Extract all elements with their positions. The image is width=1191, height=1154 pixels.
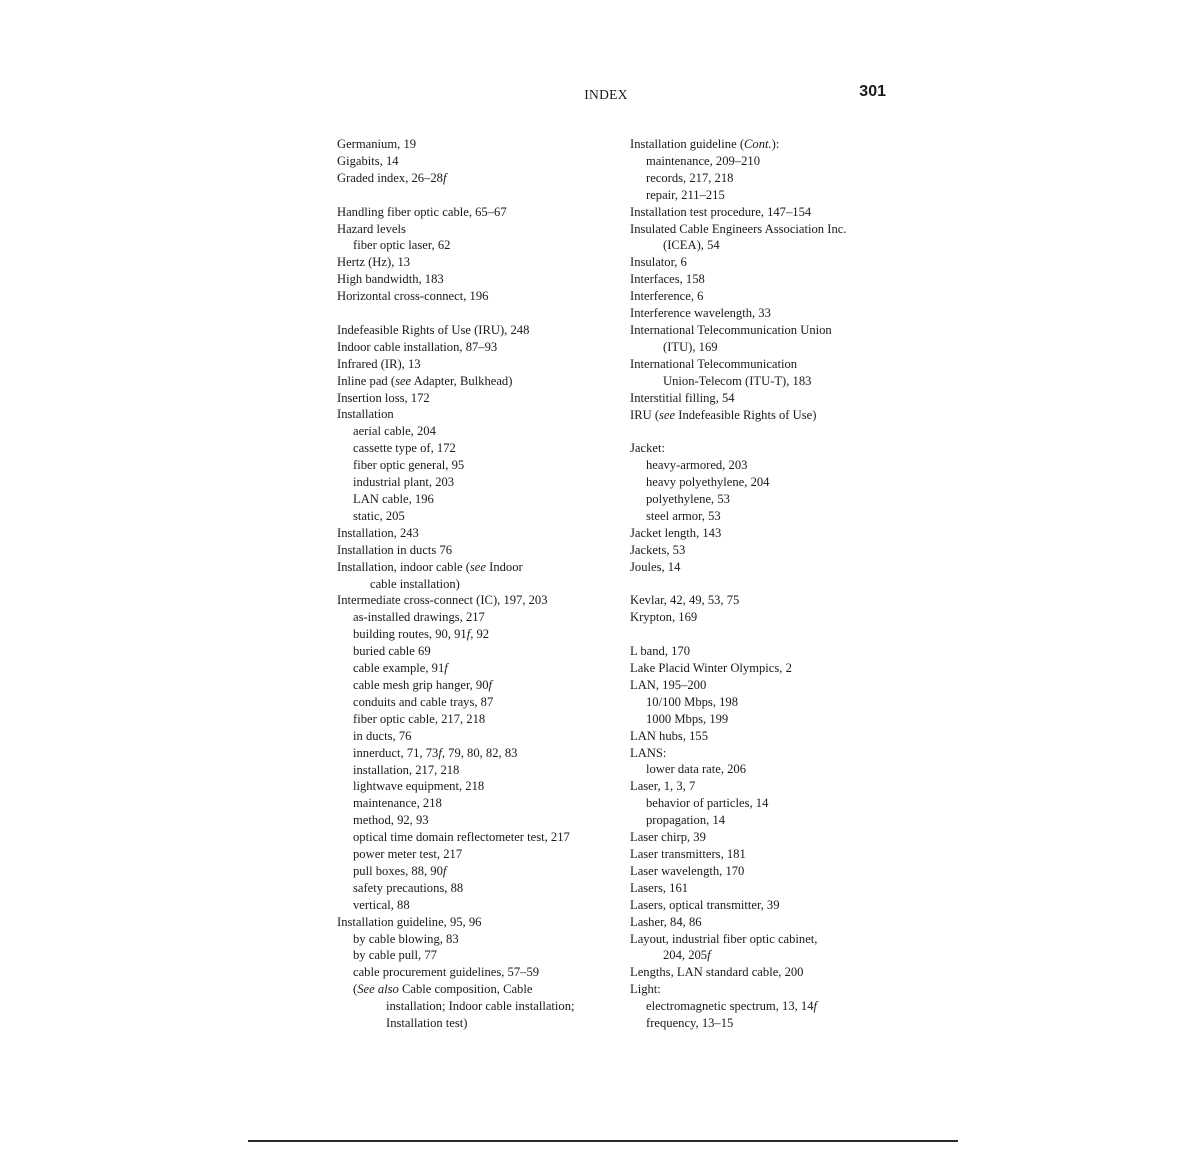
index-entry: Installation test procedure, 147–154 xyxy=(630,204,812,219)
index-subentry: Installation test) xyxy=(386,1016,468,1031)
index-entry: Lasher, 84, 86 xyxy=(630,914,702,929)
index-subentry: heavy polyethylene, 204 xyxy=(646,475,770,490)
index-entry: Germanium, 19 xyxy=(337,137,417,151)
index-entry: Installation guideline, 95, 96 xyxy=(337,914,482,929)
index-entry: Inline pad (see Adapter, Bulkhead) xyxy=(337,373,513,388)
index-subentry: cable mesh grip hanger, 90f xyxy=(353,677,493,692)
index-entry: Jacket: xyxy=(630,441,665,456)
index-entry: Intermediate cross-connect (IC), 197, 203 xyxy=(337,593,548,608)
index-subentry: optical time domain reflectometer test, 217 xyxy=(353,830,570,845)
index-entry: Horizontal cross-connect, 196 xyxy=(337,289,489,304)
page-number: 301 xyxy=(859,83,886,100)
index-entry: Installation in ducts 76 xyxy=(337,542,453,557)
index-subentry: 10/100 Mbps, 198 xyxy=(646,694,739,709)
running-head: INDEX xyxy=(584,87,628,102)
index-subentry: maintenance, 209–210 xyxy=(646,153,761,168)
index-subentry: safety precautions, 88 xyxy=(353,880,464,895)
index-subentry: industrial plant, 203 xyxy=(353,475,455,490)
index-subentry: by cable blowing, 83 xyxy=(353,931,459,946)
index-subentry: Union-Telecom (ITU-T), 183 xyxy=(663,373,812,388)
index-entry: Indoor cable installation, 87–93 xyxy=(337,339,498,354)
index-entry: Light: xyxy=(630,982,661,997)
index-entry: LANS: xyxy=(630,745,667,760)
index-entry: Interstitial filling, 54 xyxy=(630,390,735,405)
index-entry: Insulator, 6 xyxy=(630,255,687,270)
index-entry: Kevlar, 42, 49, 53, 75 xyxy=(630,593,740,608)
index-subentry: static, 205 xyxy=(353,508,405,523)
index-entry: Interference wavelength, 33 xyxy=(630,306,771,321)
index-entry: Lengths, LAN standard cable, 200 xyxy=(630,965,804,980)
index-subentry: behavior of particles, 14 xyxy=(646,796,769,811)
index-spacer xyxy=(630,626,900,643)
index-entry: International Telecommunication xyxy=(630,356,798,371)
index-subentry: heavy-armored, 203 xyxy=(646,458,748,473)
index-subentry: fiber optic cable, 217, 218 xyxy=(353,711,486,726)
index-entry: Hazard levels xyxy=(337,221,406,236)
index-subentry: cassette type of, 172 xyxy=(353,441,456,456)
index-entry: Infrared (IR), 13 xyxy=(337,356,421,371)
index-entry: Lasers, optical transmitter, 39 xyxy=(630,897,780,912)
index-subentry: fiber optic laser, 62 xyxy=(353,238,451,253)
index-subentry: (See also Cable composition, Cable xyxy=(353,982,533,997)
index-entry: L band, 170 xyxy=(630,644,691,659)
index-subentry: (ITU), 169 xyxy=(663,339,718,354)
index-entry: Installation, 243 xyxy=(337,525,419,540)
index-subentry: cable example, 91f xyxy=(353,661,448,676)
index-subentry: power meter test, 217 xyxy=(353,847,463,862)
index-entry: Interference, 6 xyxy=(630,289,704,304)
index-spacer xyxy=(630,576,900,593)
index-column-right xyxy=(630,136,900,1032)
index-subentry: cable installation) xyxy=(370,576,460,591)
index-entry: Graded index, 26–28f xyxy=(337,170,447,185)
index-entry: International Telecommunication Union xyxy=(630,322,832,337)
index-subentry: electromagnetic spectrum, 13, 14f xyxy=(646,999,818,1014)
index-subentry: aerial cable, 204 xyxy=(353,424,436,439)
index-spacer xyxy=(337,305,617,322)
index-entry: IRU (see Indefeasible Rights of Use) xyxy=(630,407,817,422)
index-subentry: lower data rate, 206 xyxy=(646,762,747,777)
footer-rule xyxy=(248,1140,958,1142)
index-entry: LAN hubs, 155 xyxy=(630,728,709,743)
index-subentry: 1000 Mbps, 199 xyxy=(646,711,729,726)
index-subentry: in ducts, 76 xyxy=(353,728,412,743)
index-entry: Jackets, 53 xyxy=(630,542,686,557)
index-subentry: pull boxes, 88, 90f xyxy=(353,863,447,878)
index-entry: Interfaces, 158 xyxy=(630,272,705,287)
index-entry: Handling fiber optic cable, 65–67 xyxy=(337,204,507,219)
index-entry: Joules, 14 xyxy=(630,559,681,574)
index-subentry: (ICEA), 54 xyxy=(663,238,720,253)
index-entry: Hertz (Hz), 13 xyxy=(337,255,411,270)
index-entry: LAN, 195–200 xyxy=(630,677,707,692)
index-entry: Laser wavelength, 170 xyxy=(630,863,745,878)
index-spacer xyxy=(630,423,900,440)
index-entry: High bandwidth, 183 xyxy=(337,272,444,287)
index-subentry: LAN cable, 196 xyxy=(353,492,434,506)
index-entry: Insertion loss, 172 xyxy=(337,390,430,405)
index-entry: Indefeasible Rights of Use (IRU), 248 xyxy=(337,322,530,337)
index-spacer xyxy=(337,187,617,204)
index-subentry: records, 217, 218 xyxy=(646,170,734,185)
index-subentry: method, 92, 93 xyxy=(353,813,429,828)
index-subentry: conduits and cable trays, 87 xyxy=(353,694,494,709)
index-subentry: repair, 211–215 xyxy=(646,187,725,202)
index-entry: Lake Placid Winter Olympics, 2 xyxy=(630,661,792,676)
index-subentry: polyethylene, 53 xyxy=(646,492,730,507)
index-entry: Installation xyxy=(337,407,394,422)
index-subentry: fiber optic general, 95 xyxy=(353,458,465,473)
index-entry: Layout, industrial fiber optic cabinet, xyxy=(630,931,818,946)
index-subentry: 204, 205f xyxy=(663,948,711,963)
index-subentry: lightwave equipment, 218 xyxy=(353,779,485,794)
index-subentry: buried cable 69 xyxy=(353,644,431,659)
index-subentry: as-installed drawings, 217 xyxy=(353,610,485,625)
index-subentry: building routes, 90, 91f, 92 xyxy=(353,627,490,642)
index-column-left xyxy=(337,136,617,1032)
index-entry: Installation guideline (Cont.): xyxy=(630,137,780,151)
index-entry: Lasers, 161 xyxy=(630,880,689,895)
index-entry: Insulated Cable Engineers Association Inc. xyxy=(630,221,847,236)
index-subentry: propagation, 14 xyxy=(646,813,726,828)
index-entry: Jacket length, 143 xyxy=(630,525,722,540)
index-entry: Laser chirp, 39 xyxy=(630,830,706,845)
index-subentry: cable procurement guidelines, 57–59 xyxy=(353,965,540,980)
index-entry: Gigabits, 14 xyxy=(337,153,399,168)
index-subentry: steel armor, 53 xyxy=(646,508,721,523)
index-subentry: innerduct, 71, 73f, 79, 80, 82, 83 xyxy=(353,745,518,760)
index-subentry: installation, 217, 218 xyxy=(353,762,460,777)
index-entry: Laser, 1, 3, 7 xyxy=(630,779,696,794)
index-entry: Laser transmitters, 181 xyxy=(630,847,746,862)
index-subentry: vertical, 88 xyxy=(353,897,410,912)
index-subentry: by cable pull, 77 xyxy=(353,948,437,963)
index-subentry: frequency, 13–15 xyxy=(646,1016,734,1031)
index-entry: Krypton, 169 xyxy=(630,610,698,625)
index-subentry: maintenance, 218 xyxy=(353,796,442,811)
index-entry: Installation, indoor cable (see Indoor xyxy=(337,559,523,574)
index-subentry: installation; Indoor cable installation; xyxy=(386,999,575,1014)
